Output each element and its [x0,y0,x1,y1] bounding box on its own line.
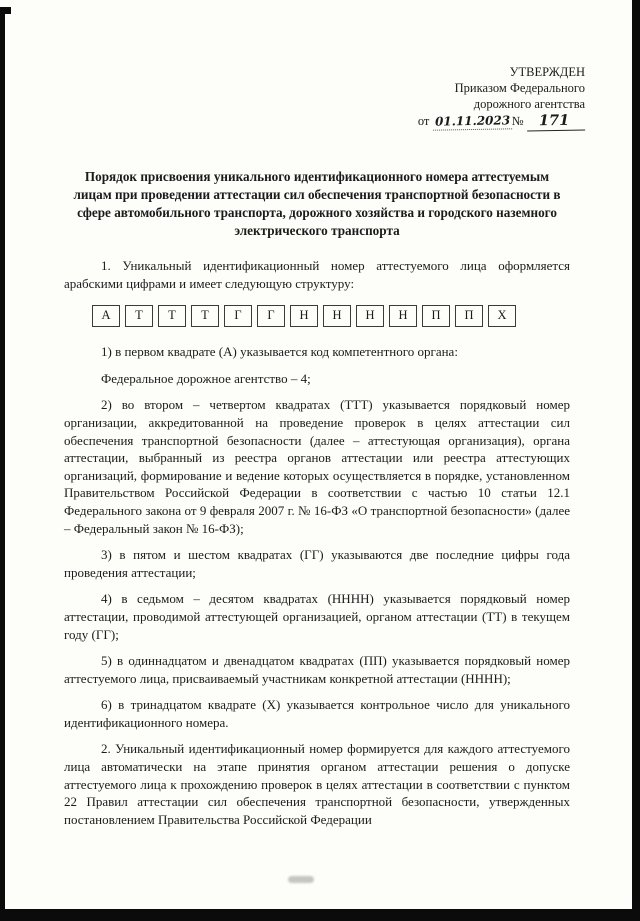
list-item-4: 4) в седьмом – десятом квадратах (НННН) указывается порядковый номер аттестации, проводимой аттестующей организацией, органом аттестации (ТТ) в текущем году (ГГ); [64,591,570,642]
uin-box-6: Г [257,305,285,327]
approval-number-sign: № [511,114,524,128]
scan-artifact-corner-mark [0,7,11,14]
approval-line-order: Приказом Федерального [454,81,585,95]
uin-box-11: П [422,305,450,327]
list-item-5: 5) в одиннадцатом и двенадцатом квадратах (ПП) указывается порядковый номер аттестуемого лица, присваиваемый участникам конкретной аттестации (НННН); [64,653,570,686]
document-title: Порядок присвоения уникального идентификационного номера аттестуемым лицам при проведении аттестации сил обеспечения транспортной безопасности в сфере автомобильного транспорта, дорожного хозяйства и городского наземного электрического транспорта [73,169,561,238]
scan-smudge [288,876,314,883]
approval-line-approved: УТВЕРЖДЕН [509,65,585,79]
approval-line-agency: дорожного агентства [473,97,585,111]
approval-date-handwritten: 01.11.2023 [432,112,511,130]
uin-box-1: А [92,305,120,327]
approval-number-handwritten: 171 [527,112,586,131]
list-item-2: 2) во втором – четвертом квадратах (ТТТ) указывается порядковый номер организации, аккредитованной на проведение проверок в целях аттестации сил обеспечения транспортной безопасности (далее – аттестующая организация), органа аттестации, выбранный из реестра органов аттестации или реестра аттестующих организаций, формирование и ведение которых осуществляется в порядке, установленном Правительством Российской Федерации в соответствии с частью 10 статьи 12.1 Федерального закона от 9 февраля 2007 г. № 16-ФЗ «О транспортной безопасности» (далее – Федеральный закон № 16-ФЗ); [64,397,570,536]
scan-artifact-right-bar [632,0,640,921]
uin-box-10: Н [389,305,417,327]
uin-box-7: Н [290,305,318,327]
uin-box-4: Т [191,305,219,327]
uin-box-2: Т [125,305,153,327]
uin-box-13: Х [488,305,516,327]
uin-box-12: П [455,305,483,327]
approval-from-label: от [417,114,430,128]
document-body [64,168,570,837]
uin-structure-boxes [92,305,570,327]
approval-block [418,64,585,131]
uin-box-3: Т [158,305,186,327]
paragraph-2: 2. Уникальный идентификационный номер формируется для каждого аттестуемого лица автоматически на этапе принятия органом аттестации решения о допуске аттестуемого лица к прохождению проверок в целях аттестации в соответствии с пунктом 22 Правил аттестации сил обеспечения транспортной безопасности, утвержденных постановлением Правительства Российской Федерации [64,741,570,827]
scan-artifact-left-bar [0,14,5,921]
list-item-1: 1) в первом квадрате (А) указывается код компетентного органа: [101,344,458,360]
list-item-1-value: Федеральное дорожное агентство – 4; [101,370,311,386]
uin-box-5: Г [224,305,252,327]
paragraph-1: 1. Уникальный идентификационный номер аттестуемого лица оформляется арабскими цифрами и имеет следующую структуру: [64,258,570,291]
scan-artifact-bottom-bar [0,909,640,921]
uin-box-8: Н [323,305,351,327]
list-item-6: 6) в тринадцатом квадрате (Х) указывается контрольное число для уникального идентификационного номера. [64,697,570,730]
uin-box-9: Н [356,305,384,327]
approval-date-line [418,113,585,131]
list-item-3: 3) в пятом и шестом квадратах (ГГ) указываются две последние цифры года проведения аттестации; [64,547,570,580]
